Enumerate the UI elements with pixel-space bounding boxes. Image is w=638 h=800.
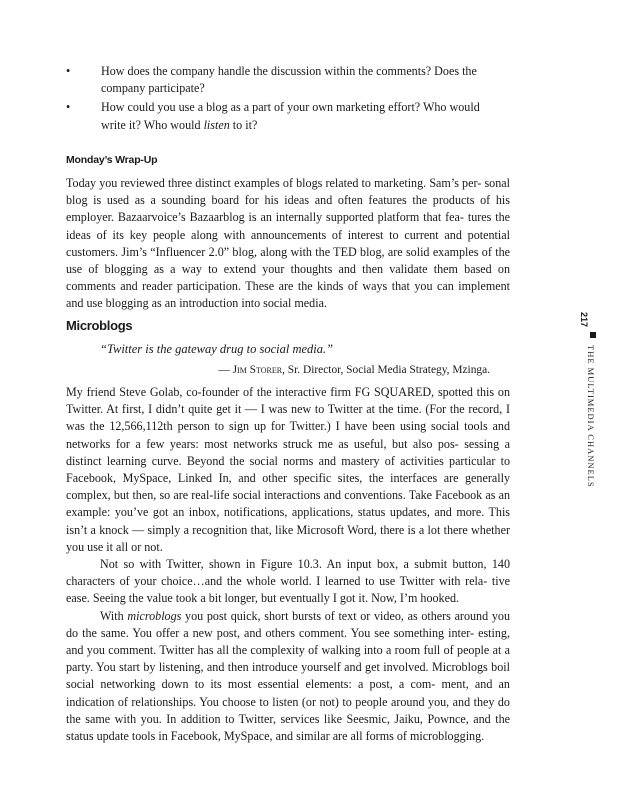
text-line-start: With: [100, 608, 128, 623]
text-line: of microblogging.: [396, 729, 485, 744]
question-list: [66, 63, 506, 136]
text-line: tools and networks for a few years: most networks struck me as useful, but also pos-: [66, 419, 510, 451]
text-line: My friend Steve Golab, co-founder of the interactive firm FG SQUARED, spotted this: [66, 385, 495, 399]
running-chapter-title: THE MULTIMEDIA CHANNELS: [586, 345, 596, 488]
microblogs-body: [66, 384, 510, 745]
quote-attribution: [180, 362, 490, 379]
text-line: you can implement and use blogging as an introduction into social media.: [66, 279, 510, 311]
text-line: sessing a distinct learning curve. Beyond the social norms and mastery of activities: [66, 436, 510, 468]
square-bullet-icon: [590, 332, 596, 338]
emphasis-microblogs: microblogs: [127, 608, 182, 623]
text-line: potential customers. Jim’s “Influencer 2.0” blog, along with the TED blog, are solid: [66, 227, 510, 259]
attribution-name: Jim Storer: [232, 364, 283, 376]
text-line: them based on comments and reader participation. These are the kinds of ways that: [66, 262, 511, 294]
text-line: on Twitter. At first, I didn’t quite get it — I was new to Twitter at the time. (For the: [66, 385, 510, 417]
text-line: sonal blog is used as a sounding board for his ideas and often features the products of: [66, 176, 510, 208]
text-line: are generally complex, but then, so are real-life social interactions and conventions.: [66, 471, 510, 503]
section-heading-microblogs: Microblogs: [66, 318, 133, 333]
list-item: [66, 99, 506, 133]
wrap-up-paragraph: [66, 175, 510, 313]
bullet-line: How does the company handle the discussion within the comments? Does the: [101, 64, 477, 78]
epigraph-quote: “Twitter is the gateway drug to social media.”: [100, 342, 334, 356]
attribution-dash: —: [218, 364, 233, 376]
bullet-line-end: to it?: [229, 117, 258, 132]
page-number: 217: [579, 312, 589, 328]
text-line: Pownce, and the status update tools in Facebook, MySpace, and similar are all forms: [66, 711, 510, 744]
emphasis-listen: listen: [203, 117, 230, 132]
text-line: tures the ideas of its key people along with announcements of interest to current and: [66, 210, 510, 242]
text-line-end: you post quick, short bursts of text or video, as others around: [181, 608, 489, 623]
text-line: you do the same. You offer a new post, and others comment. You see something inter-: [66, 608, 510, 640]
section-heading-wrap-up: Monday’s Wrap-Up: [66, 154, 158, 166]
bullet-line-start: write it? Who would: [101, 117, 204, 132]
text-line: esting, and you comment. Twitter has all the complexity of walking into a room full of: [66, 625, 510, 658]
text-line: ment, and an indication of relationships. You choose to listen (or not) to people around: [66, 677, 510, 709]
text-line: Today you reviewed three distinct examples of blogs related to marketing. Sam’s per-: [66, 176, 482, 190]
text-line: you, and they do the same with you. In addition to Twitter, services like Seesmic, Jaiku,: [66, 694, 510, 726]
text-line: particular to Facebook, MySpace, Linked In, and other specific sites, the interfaces: [66, 453, 510, 486]
list-item: [66, 63, 506, 97]
text-line: updates, and more. This isn’t a knock — simply a recognition that, like Microsoft: [66, 505, 511, 537]
text-line: examples of the use of blogging as a way to extend your thoughts and then validate: [66, 244, 510, 277]
text-line: Microblogs boil social networking down to its most essential elements: a post, a com-: [66, 660, 510, 692]
text-line: his employer. Bazaarvoice’s Bazaarblog is an internally supported platform that fea-: [66, 193, 510, 225]
text-line: Not so with Twitter, shown in Figure 10.3. An input box, a submit button,: [100, 557, 487, 572]
text-line: people at a party. You start by listening, and then introduce yourself and get involved.: [66, 643, 510, 675]
bullet-marker: •: [66, 100, 71, 115]
text-line: record, I was the 12,566,112th person to sign up for Twitter.) I have been using social: [66, 402, 510, 434]
attribution-title: , Sr. Director, Social Media Strategy, Mzinga.: [282, 364, 490, 376]
text-line: Take Facebook as an example: you’ve got an inbox, notifications, applications, status: [66, 488, 511, 520]
text-line: Word, there is a lot there whether you use it all or not.: [66, 522, 510, 554]
bullet-marker: •: [66, 64, 71, 78]
bullet-line: How could you use a blog as a part of your own marketing effort? Who would: [101, 100, 480, 115]
bullet-line: company participate?: [101, 81, 205, 96]
text-line: 140 characters of your choice…and the whole world. I learned to use Twitter with rela-: [66, 557, 511, 589]
text-line: tive ease. Seeing the value took a bit longer, but eventually I got it. Now, I’m hooked.: [66, 574, 510, 606]
